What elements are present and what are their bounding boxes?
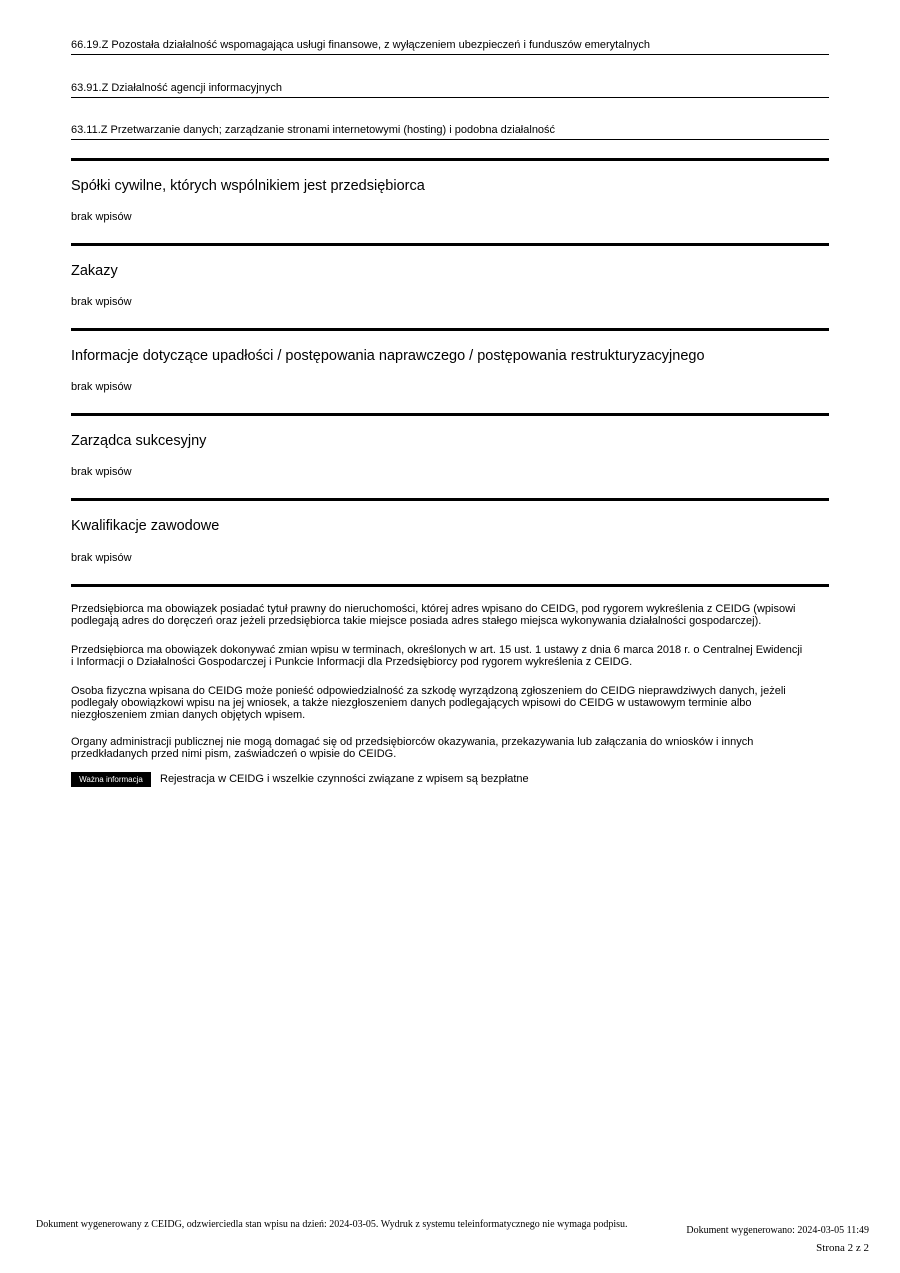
important-badge: Ważna informacja bbox=[71, 772, 151, 787]
section-divider bbox=[71, 328, 829, 331]
section-title-bans: Zakazy bbox=[71, 263, 118, 279]
section-body: brak wpisów bbox=[71, 466, 132, 478]
section-divider bbox=[71, 498, 829, 501]
footer-disclaimer: Dokument wygenerowany z CEIDG, odzwierciedla stan wpisu na dzień: 2024-03-05. Wydruk z systemu teleinformatycznego nie wymaga podpisu. bbox=[36, 1219, 628, 1230]
footer-page-number: Strona 2 z 2 bbox=[816, 1242, 869, 1254]
divider bbox=[71, 97, 829, 98]
pkd-item: 63.91.Z Działalność agencji informacyjnych bbox=[71, 82, 282, 94]
section-title-qualifications: Kwalifikacje zawodowe bbox=[71, 518, 220, 534]
section-title-bankruptcy: Informacje dotyczące upadłości / postępowania naprawczego / postępowania restrukturyzacyjnego bbox=[71, 348, 705, 364]
divider bbox=[71, 54, 829, 55]
pkd-item: 66.19.Z Pozostała działalność wspomagająca usługi finansowe, z wyłączeniem ubezpieczeń i funduszów emerytalnych bbox=[71, 39, 651, 51]
notice-paragraph: Przedsiębiorca ma obowiązek posiadać tytuł prawny do nieruchomości, której adres wpisano do CEIDG, pod rygorem wykreślenia z CEIDG (wpisowi podlegają adres do doręczeń oraz jeżeli przedsiębiorca takie miejsce posiada adres stałego miejsca wykonywania działalności gospodarczej). bbox=[71, 603, 796, 627]
section-title-succession-manager: Zarządca sukcesyjny bbox=[71, 433, 207, 449]
notice-paragraph: Osoba fizyczna wpisana do CEIDG może ponieść odpowiedzialność za szkodę wyrządzoną zgłoszeniem do CEIDG nieprawdziwych danych, jeżeli podlegały obowiązkowi wpisu na jej wniosek, a także niezgłoszeniem danych podlegających wpisowi do CEIDG w ustawowym terminie albo niezgłoszeniem zmian danych objętych wpisem. bbox=[71, 685, 786, 721]
notice-paragraph: Przedsiębiorca ma obowiązek dokonywać zmian wpisu w terminach, określonych w art. 15 ust. 1 ustawy z dnia 6 marca 2018 r. o Centralnej Ewidencji i Informacji o Działalności Gospodarczej i Punkcie Informacji dla Przedsiębiorcy pod rygorem wykreślenia z CEIDG. bbox=[71, 644, 803, 668]
divider bbox=[71, 139, 829, 140]
section-divider bbox=[71, 584, 829, 587]
section-body: brak wpisów bbox=[71, 381, 132, 393]
section-divider bbox=[71, 158, 829, 161]
section-title-civil-partnerships: Spółki cywilne, których wspólnikiem jest przedsiębiorca bbox=[71, 178, 425, 194]
section-divider bbox=[71, 243, 829, 246]
section-body: brak wpisów bbox=[71, 296, 132, 308]
pkd-item: 63.11.Z Przetwarzanie danych; zarządzanie stronami internetowymi (hosting) i podobna działalność bbox=[71, 124, 556, 136]
section-divider bbox=[71, 413, 829, 416]
important-text: Rejestracja w CEIDG i wszelkie czynności związane z wpisem są bezpłatne bbox=[160, 773, 529, 785]
notice-paragraph: Organy administracji publicznej nie mogą domagać się od przedsiębiorców okazywania, przekazywania lub załączania do wniosków i innych przedkładanych przed nimi pism, zaświadczeń o wpisie do CEIDG. bbox=[71, 736, 754, 760]
section-body: brak wpisów bbox=[71, 552, 132, 564]
section-body: brak wpisów bbox=[71, 211, 132, 223]
footer-generated-date: Dokument wygenerowano: 2024-03-05 11:49 bbox=[686, 1225, 869, 1236]
